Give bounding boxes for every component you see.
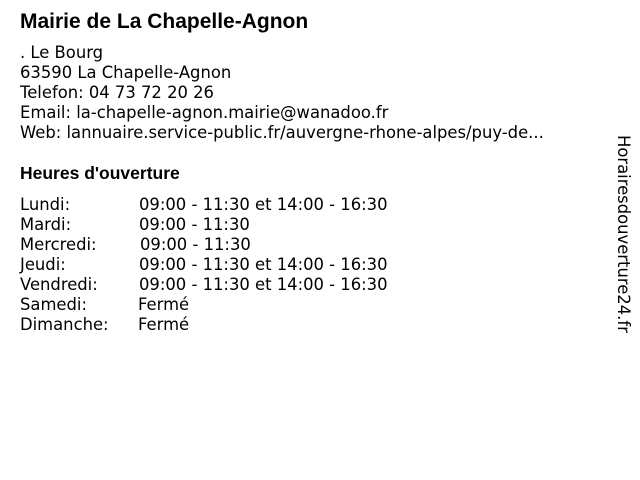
street-address: . Le Bourg: [20, 43, 104, 62]
website-url: Web: lannuaire.service-public.fr/auvergne-rhone-alpes/puy-de...: [20, 123, 544, 142]
postal-city: 63590 La Chapelle-Agnon: [20, 63, 232, 82]
time-value: 09:00 - 11:30: [139, 215, 250, 234]
opening-hours-heading: Heures d'ouverture: [20, 163, 180, 183]
time-value: 09:00 - 11:30: [140, 235, 251, 254]
page-title: Mairie de La Chapelle-Agnon: [20, 10, 309, 33]
day-label: Jeudi:: [20, 255, 66, 274]
contact-info: [20, 43, 544, 143]
time-value: Fermé: [138, 315, 190, 334]
time-value: Fermé: [138, 295, 190, 314]
phone-number: Telefon: 04 73 72 20 26: [20, 83, 214, 102]
day-label: Samedi:: [20, 295, 87, 314]
time-value: 09:00 - 11:30 et 14:00 - 16:30: [139, 275, 388, 294]
day-label: Mercredi:: [20, 235, 97, 254]
time-value: 09:00 - 11:30 et 14:00 - 16:30: [139, 255, 388, 274]
day-label: Mardi:: [20, 215, 72, 234]
day-label: Lundi:: [20, 195, 71, 214]
email-address: Email: la-chapelle-agnon.mairie@wanadoo.fr: [20, 103, 389, 122]
day-label: Vendredi:: [20, 275, 98, 294]
time-value: 09:00 - 11:30 et 14:00 - 16:30: [139, 195, 388, 214]
site-watermark: Horairesdouverture24.fr: [614, 135, 633, 333]
day-label: Dimanche:: [20, 315, 109, 334]
